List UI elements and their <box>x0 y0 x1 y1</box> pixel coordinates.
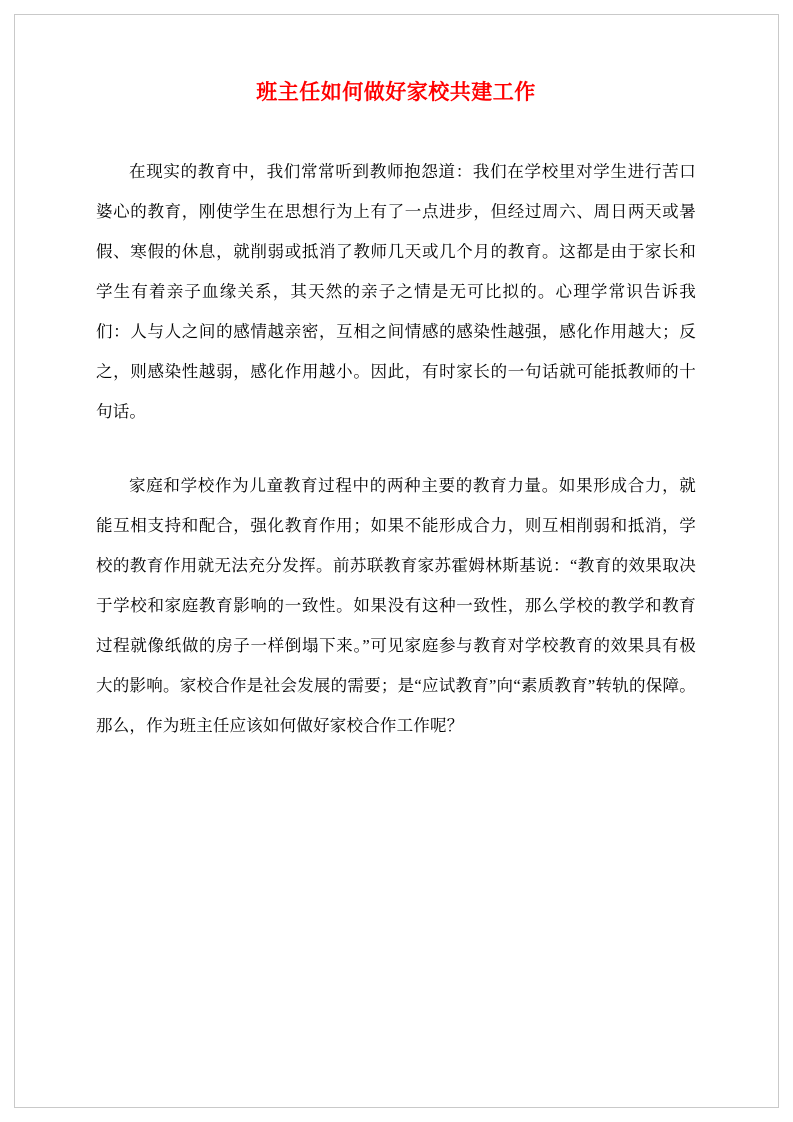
body-paragraph-2: 家庭和学校作为儿童教育过程中的两种主要的教育力量。如果形成合力，就能互相支持和配合，强化教育作用；如果不能形成合力，则互相削弱和抵消，学校的教育作用就无法充分发挥。前苏联教育家苏霍姆林斯基说：“教育的效果取决于学校和家庭教育影响的一致性。如果没有这种一致性，那么学校的教学和教育过程就像纸做的房子一样倒塌下来。”可见家庭参与教育对学校教育的效果具有极大的影响。家校合作是社会发展的需要；是“应试教育”向“素质教育”转轨的保障。那么，作为班主任应该如何做好家校合作工作呢？ <box>96 476 696 735</box>
page-title: 班主任如何做好家校共建工作 <box>256 81 536 104</box>
body-paragraph-1: 在现实的教育中，我们常常听到教师抱怨道：我们在学校里对学生进行苦口婆心的教育，刚使学生在思想行为上有了一点进步，但经过周六、周日两天或暑假、寒假的休息，就削弱或抵消了教师几天或几个月的教育。这都是由于家长和学生有着亲子血缘关系，其天然的亲子之情是无可比拟的。心理学常识告诉我们：人与人之间的感情越亲密，互相之间情感的感染性越强，感化作用越大；反之，则感染性越弱，感化作用越小。因此，有时家长的一句话就可能抵教师的十句话。 <box>96 162 696 421</box>
document-body <box>96 78 696 746</box>
